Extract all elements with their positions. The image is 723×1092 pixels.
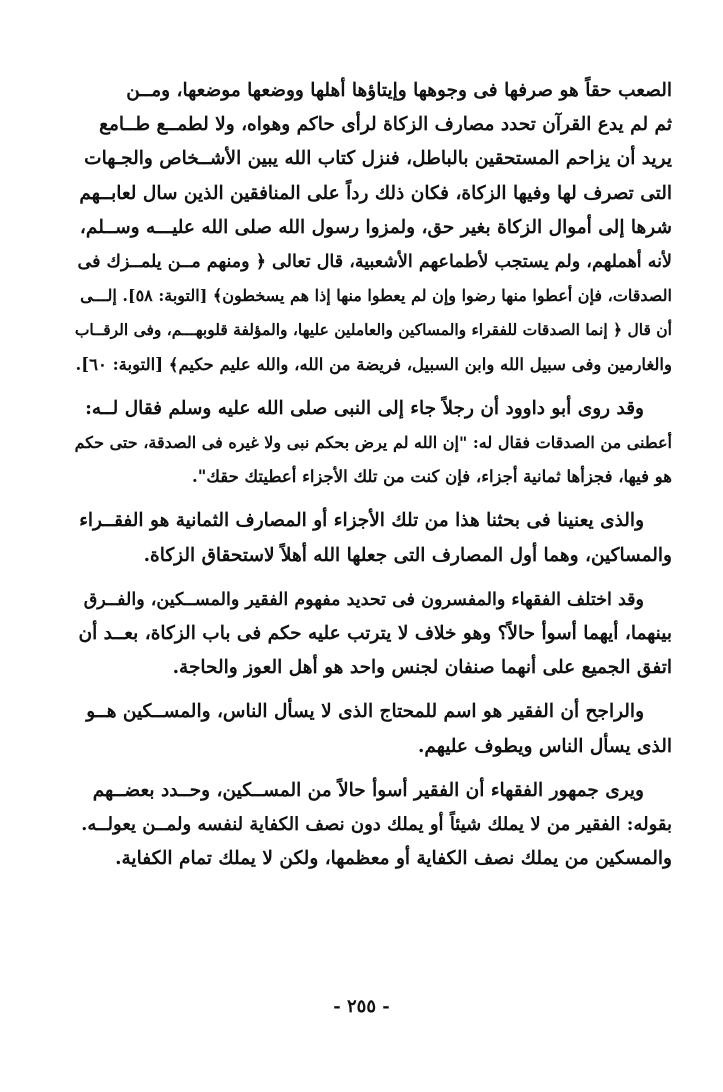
paragraph-6 bbox=[72, 774, 672, 877]
body-text bbox=[72, 74, 672, 876]
text-line: أعطنى من الصدقات فقال له: "إن الله لم يرض بحكم نبى ولا غيره فى الصدقة، حتى حكم bbox=[74, 433, 672, 453]
text-line: بينهما، أيهما أسوأ حالاً؟ وهو خلاف لا يترتب عليه حكم فى باب الزكاة، بعــد أن bbox=[78, 623, 672, 645]
text-line: يريد أن يزاحم المستحقين بالباطل، فنزل كتاب الله يبين الأشــخاص والجـهات bbox=[84, 148, 672, 170]
text-line: اتفق الجميع على أنهما صنفان لجنس واحد هو أهل العوز والحاجة. bbox=[172, 657, 672, 679]
text-line: ويرى جمهور الفقهاء أن الفقير أسوأ حالاً من المســكين، وحــدد بعضــهم bbox=[92, 779, 644, 801]
text-line: وقد روى أبو داوود أن رجلاً جاء إلى النبى صلى الله عليه وسلم فقال لــه: bbox=[85, 397, 644, 419]
text-line: هو فيها، فجزأها ثمانية أجزاء، فإن كنت من تلك الأجزاء أعطيتك حقك". bbox=[191, 467, 672, 487]
text-line: التى تصرف لها وفيها الزكاة، فكان ذلك رداً على المنافقين الذين سال لعابــهم bbox=[79, 182, 672, 204]
text-line: والغارمين وفى سبيل الله وابن السبيل، فريضة من الله، والله عليم حكيم﴾ [التوبة: ٦٠]. bbox=[75, 354, 672, 374]
paragraph-4 bbox=[72, 583, 672, 686]
text-line: لأنه أهملهم، ولم يستجب لأطماعهم الأشعبية، قال تعالى ﴿ ومنهم مــن يلمــزك فى bbox=[77, 252, 672, 273]
paragraph-2 bbox=[72, 392, 672, 495]
text-line: والمسكين من يملك نصف الكفاية أو معظمها، ولكن لا يملك تمام الكفاية. bbox=[115, 848, 672, 870]
text-line: والمساكين، وهما أول المصارف التى جعلها الله أهلاً لاستحقاق الزكاة. bbox=[143, 544, 672, 566]
text-line: الذى يسأل الناس ويطوف عليهم. bbox=[417, 735, 672, 757]
text-line: شرها إلى أموال الزكاة بغير حق، ولمزوا رسول الله صلى الله عليـــه وســلم، bbox=[79, 216, 672, 238]
text-line: أن قال ﴿ إنما الصدقات للفقراء والمساكين والعاملين عليها، والمؤلفة قلوبهـــم، وفى الرقــاب bbox=[74, 320, 672, 340]
text-line: الصدقات، فإن أعطوا منها رضوا وإن لم يعطوا منها إذا هم يسخطون﴾ [التوبة: ٥٨]. إلـــى bbox=[80, 286, 672, 306]
page-number: - ٢٥٥ - bbox=[333, 996, 390, 1017]
text-line: والراجح أن الفقير هو اسم للمحتاج الذى لا يسأل الناس، والمســكين هــو bbox=[86, 701, 644, 723]
text-line: بقوله: الفقير من لا يملك شيئاً أو يملك دون نصف الكفاية لنفسه ولمــن يعولــه. bbox=[81, 814, 672, 836]
text-line: وقد اختلف الفقهاء والمفسرون فى تحديد مفهوم الفقير والمســكين، والفــرق bbox=[83, 589, 644, 610]
paragraph-1 bbox=[72, 74, 672, 382]
text-line: والذى يعنينا فى بحثنا هذا من تلك الأجزاء أو المصارف الثمانية هو الفقــراء bbox=[79, 510, 644, 532]
paragraph-5 bbox=[72, 695, 672, 763]
text-line: ثم لم يدع القرآن تحدد مصارف الزكاة لرأى حاكم وهواه، ولا لطمــع طــامع bbox=[99, 114, 672, 136]
paragraph-3 bbox=[72, 504, 672, 572]
text-line: الصعب حقاً هو صرفها فى وجوهها وإيتاؤها أهلها ووضعها موضعها، ومــن bbox=[126, 80, 672, 101]
